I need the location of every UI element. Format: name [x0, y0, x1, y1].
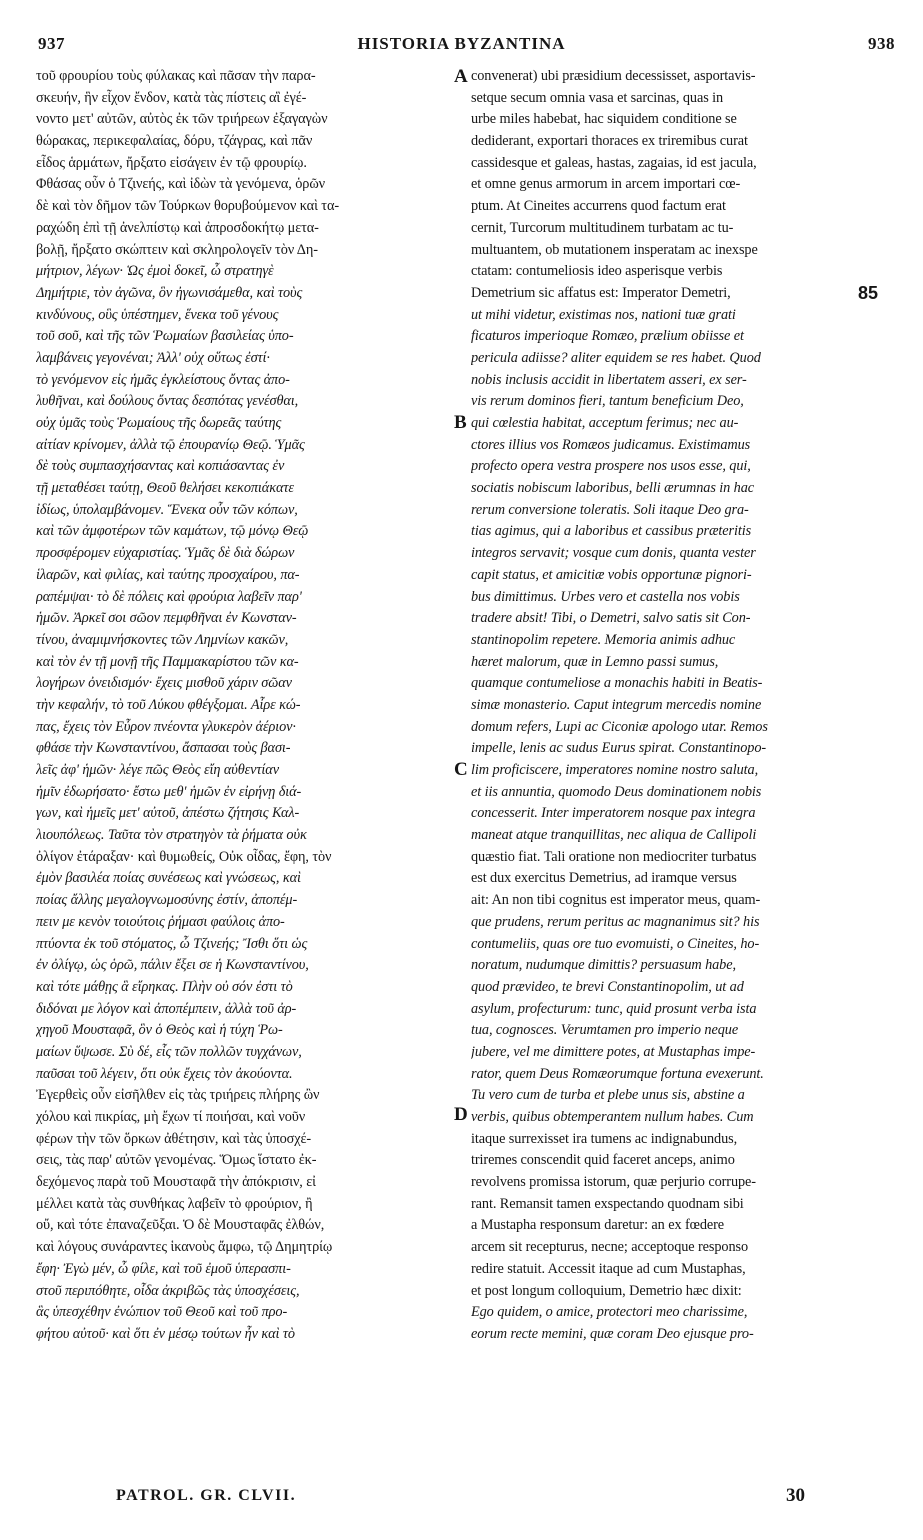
greek-text-line: τὴν κεφαλήν, τὸ τοῦ Λύκου φθέγξομαι. Αἶρε κώ- [36, 696, 301, 713]
greek-text-line: ἰδίως, ὑπολαμβάνομεν. Ἕνεκα οὖν τῶν κόπων, [36, 501, 298, 518]
latin-text-line: maneat atque tranquillitas, nec aliqua de Callipoli [471, 827, 757, 844]
greek-text-line: φέρων τὴν τῶν ὅρκων ἀθέτησιν, καὶ τὰς ὑποσχέ- [36, 1130, 312, 1147]
footer-signature: PATROL. GR. CLVII. [116, 1487, 297, 1504]
latin-text-line: domum refers, Lupi ac Ciconiæ apologo utar. Remos [471, 718, 768, 735]
latin-column [471, 66, 891, 1346]
latin-text-line: tradere absit! Tibi, o Demetri, salvo satis sit Con- [471, 610, 751, 627]
greek-text-line: πας, ἔχεις τὸν Εὖρον πνέοντα γλυκερὸν ἀέριον· [36, 718, 296, 735]
latin-text-line: pericula adiisse? aliter equidem se res habet. Quod [471, 349, 761, 366]
latin-text-line: ctores illius vos Romæos judicamus. Existimamus [471, 436, 751, 453]
latin-text-line: itaque surrexisset ira tumens ac indignabundus, [471, 1130, 738, 1147]
latin-text-line: Demetrium sic affatus est: Imperator Demetri, [471, 284, 731, 301]
latin-text-line: integros servavit; vosque cum donis, quanta vester [471, 545, 756, 562]
greek-text-line: χόλου καὶ πικρίας, μὴ ἔχων τί ποιήσαι, καὶ νοῦν [36, 1109, 306, 1125]
greek-text-line: πτύοντα ἐκ τοῦ στόματος, ὦ Τζινεής; Ἴσθι ὅτι ὡς [36, 935, 308, 952]
latin-text-line: hæret malorum, quæ in Lemno passi sumus, [471, 653, 719, 670]
greek-text-line: δὲ τοὺς συμπασχήσαντας καὶ κοπιάσαντας ἐν [36, 458, 285, 475]
greek-text-line: ἱλαρῶν, καὶ φιλίας, καὶ ταύτης προσχαίρου, πα- [36, 566, 300, 583]
greek-text-line: καὶ τότε μάθῃς ἃ εἴρηκας. Πλὴν οὐ σόν ἐστι τὸ [36, 978, 293, 995]
greek-text-line: πειν με κενὸν τοιούτοις ῥήμασι φαύλοις ἀπο- [36, 913, 285, 930]
greek-text-line: οὔ, καὶ τότε ἐπαναζεῦξαι. Ὁ δὲ Μουσταφᾶς ἐλθών, [36, 1217, 325, 1234]
greek-text-line: ὀλίγον ἐτάραξαν· καὶ θυμωθείς, Οὐκ οἶδας, ἔφη, τὸν [36, 848, 332, 865]
margin-number: 85 [858, 283, 879, 303]
latin-text-line: revolvens promissa istorum, quæ perjurio corrupe- [471, 1174, 756, 1191]
greek-text-line: ραπέμψαι· τὸ δὲ πόλεις καὶ φρούρια λαβεῖν παρ' [36, 588, 302, 605]
greek-text-line: μαίων ὕψωσε. Σὺ δέ, εἷς τῶν πολλῶν τυγχάνων, [36, 1043, 302, 1060]
latin-text-line: tua, cognosces. Verumtamen pro imperio neque [471, 1022, 739, 1039]
latin-text-line: triremes conscendit quid faceret anceps, animo [471, 1152, 735, 1169]
greek-text-line: δεχόμενος παρὰ τοῦ Μουσταφᾶ τὴν ἀπόκρισιν, εἰ [36, 1174, 316, 1191]
running-title: HISTORIA BYZANTINA [357, 34, 566, 53]
right-page-number: 938 [868, 34, 895, 53]
greek-text-line: ἐμὸν βασιλέα ποίας συνέσεως καὶ γνώσεως, καὶ [36, 870, 301, 887]
latin-text-line: contumeliis, quas ore tuo evomuisti, o Cineites, ho- [471, 935, 760, 952]
greek-text-line: νοντο μετ' αὐτῶν, αὐτὸς ἐκ τῶν τριήρεων ἐξαγαγὼν [36, 111, 328, 128]
greek-text-line: καὶ λόγους συνάραντες ἱκανοὺς ἄμφω, τῷ Δημητρίῳ [36, 1239, 333, 1256]
latin-text-line: convenerat) ubi præsidium decessisset, asportavis- [471, 68, 756, 84]
greek-text-line: ἐν ὀλίγῳ, ὡς ὁρῶ, πάλιν ἔξει σε ἡ Κωνσταντίνου, [36, 957, 309, 974]
greek-text-line: μήτριον, λέγων· Ὡς ἐμοὶ δοκεῖ, ὦ στρατηγὲ [36, 263, 274, 280]
latin-text-line: que prudens, rerum peritus ac magnanimus sit? his [471, 913, 760, 930]
latin-text-line: qui cœlestia habitat, acceptum ferimus; nec au- [471, 415, 739, 431]
latin-text-line: vis rerum dominos fieri, tantum beneficium Deo, [471, 393, 744, 410]
latin-text-line: profecto opera vestra prospere nos usos esse, qui, [471, 458, 751, 475]
greek-text-line: τοῦ σοῦ, καὶ τῆς τῶν Ῥωμαίων βασιλείας ὑπο- [36, 328, 294, 345]
latin-text-line: asylum, profecturum: tunc, quid prosunt verba ista [471, 1000, 757, 1017]
greek-text-line: ἃς ὑπεσχέθην ἐνώπιον τοῦ Θεοῦ καὶ τοῦ προ- [36, 1304, 288, 1321]
greek-text-line: γων, καὶ ἡμεῖς μετ' αὐτοῦ, ἀπέστω ζήτησις Καλ- [36, 805, 300, 822]
greek-text-line: ἔφη· Ἐγὼ μέν, ὦ φίλε, καὶ τοῦ ἐμοῦ ὑπερασπι- [36, 1260, 291, 1277]
greek-text-line: κινδύνους, οὓς ὑπέστημεν, ἕνεκα τοῦ γένους [36, 306, 279, 323]
latin-text-line: ut mihi videtur, existimas nos, nationi tuæ grati [471, 306, 736, 323]
greek-text-line: αἰτίαν κρίνομεν, ἀλλὰ τῷ ἐπουρανίῳ Θεῷ. Ὑμᾶς [36, 436, 305, 453]
latin-text-line: lim proficiscere, imperatores nomine nostro saluta, [471, 762, 759, 778]
section-marker-a: A [454, 66, 468, 87]
greek-column [36, 66, 456, 1346]
greek-text-line: φθάσε τὴν Κωνσταντίνου, ἄσπασαι τοὺς βασι- [36, 740, 291, 757]
latin-text-line: ficaturos imperioque Romæo, prælium obiisse et [471, 328, 744, 345]
latin-text-line: rator, quem Deus Romæorumque fortuna evexerunt. [471, 1065, 764, 1082]
greek-text-line: χηγοῦ Μουσταφᾶ, ὃν ὁ Θεὸς καὶ ἡ τύχη Ῥω- [36, 1022, 283, 1039]
greek-text-line: θώρακας, περικεφαλαίας, δόρυ, τζάγρας, καὶ πᾶν [36, 133, 313, 150]
greek-text-line: μέλλει κατὰ τὰς συνθήκας λαβεῖν τὸ φρούριον, ἢ [36, 1195, 313, 1212]
latin-text-line: simæ monasterio. Caput integrum mercedis nomine [471, 696, 762, 713]
footer-sheet-number: 30 [786, 1485, 805, 1506]
latin-text-line: stantinopolim repetere. Memoria animis adhuc [471, 631, 736, 648]
latin-text-line: verbis, quibus obtemperantem nullum habes. Cum [471, 1109, 754, 1125]
greek-text-line: καὶ τὸν ἐν τῇ μονῇ τῆς Παμμακαρίστου τῶν κα- [36, 653, 299, 670]
latin-text-line: et iis annuntia, quomodo Deus dominationem nobis [471, 783, 762, 800]
latin-text-line: setque secum omnia vasa et sarcinas, quas in [471, 89, 724, 106]
latin-text-line: sociatis nobiscum laboribus, belli ærumnas in hac [471, 480, 755, 497]
greek-text-line: τὸ γενόμενον εἰς ἡμᾶς ἐγκλείστους ὄντας ἀπο- [36, 371, 290, 388]
latin-text-line: et post longum colloquium, Demetrio hæc dixit: [471, 1282, 742, 1299]
latin-text-line: quod prævideo, te brevi Constantinopolim, ut ad [471, 978, 744, 995]
section-marker-d: D [454, 1104, 468, 1125]
latin-text-line: dediderant, exportari thoraces ex triremibus curat [471, 133, 748, 150]
latin-text-line: eorum recte memini, quæ coram Deo ejusque pro- [471, 1325, 754, 1342]
greek-text-line: ραχώδη ἐπὶ τῇ ἀνελπίστῳ καὶ ἀπροσδοκήτῳ μετα- [36, 219, 319, 236]
greek-text-line: τίνου, ἀναμιμνήσκοντες τῶν Λημνίων κακῶν, [36, 631, 289, 648]
greek-text-line: τῇ μεταθέσει ταύτῃ, Θεοῦ θελήσει κεκοπιάκατε [36, 480, 294, 497]
latin-text-line: urbe miles habebat, hac siquidem conditione se [471, 111, 737, 128]
latin-text-line: jubere, vel me dimittere potes, at Mustaphas impe- [471, 1043, 756, 1060]
greek-text-line: καὶ τῶν ἀμφοτέρων τῶν καμάτων, τῷ μόνῳ Θεῷ [36, 523, 309, 540]
greek-text-line: λεῖς ἀφ' ἡμῶν· λέγε πῶς Θεὸς εἴη αὐθεντίαν [36, 762, 279, 778]
greek-text-line: Δημήτριε, τὸν ἀγῶνα, ὃν ἠγωνισάμεθα, καὶ τοὺς [36, 284, 303, 301]
latin-text-line: Ego quidem, o amice, protectori meo charissime, [471, 1304, 748, 1321]
greek-text-line: λιουπόλεως. Ταῦτα τὸν στρατηγὸν τὰ ῥήματα οὐκ [36, 827, 307, 844]
greek-text-line: λαμβάνεις γεγονέναι; Ἀλλ' οὐχ οὕτως ἐστί· [36, 349, 270, 366]
section-marker-c: C [454, 759, 468, 780]
greek-text-line: τοῦ φρουρίου τοὺς φύλακας καὶ πᾶσαν τὴν παρα- [36, 68, 316, 84]
latin-text-line: arcem sit recepturus, necne; acceptoque responso [471, 1239, 749, 1256]
latin-text-line: rerum conversione toleratis. Soli itaque Deo gra- [471, 501, 749, 518]
latin-text-line: impelle, lenis ac sudus Eurus spirat. Constantinopo- [471, 740, 767, 757]
latin-text-line: ait: An non tibi cognitus est imperator meus, quam- [471, 892, 761, 909]
greek-text-line: παῦσαι τοῦ λέγειν, ὅτι οὐκ ἔχεις τὸν ἀκούοντα. [36, 1065, 293, 1082]
latin-text-line: quæstio fiat. Tali oratione non mediocriter turbatus [471, 848, 757, 865]
latin-text-line: Tu vero cum de turba et plebe unus sis, abstine a [471, 1087, 745, 1104]
greek-text-line: λυθῆναι, καὶ δούλους ὄντας δεσπότας γενέσθαι, [36, 393, 299, 410]
latin-text-line: tias agimus, qui a laboribus et cassibus præteritis [471, 523, 752, 540]
latin-text-line: capit status, et amicitiæ vobis opportunæ pignori- [471, 566, 752, 583]
greek-text-line: φήτου αὐτοῦ· καὶ ὅτι ἐν μέσῳ τούτων ἦν καὶ τὸ [36, 1325, 295, 1342]
greek-text-line: στοῦ περιπόθητε, οἶδα ἀκριβῶς τὰς ὑποσχέσεις, [36, 1282, 300, 1299]
latin-text-line: ptum. At Cineites accurrens quod factum erat [471, 198, 726, 215]
greek-text-line: εἶδος ἁρμάτων, ἤρξατο εἰσάγειν ἐν τῷ φρουρίῳ. [36, 154, 307, 171]
greek-text-line: οὐχ ὑμᾶς τοὺς Ῥωμαίους τῆς δωρεᾶς ταύτης [36, 415, 282, 431]
latin-text-line: rant. Remansit tamen exspectando quodnam sibi [471, 1195, 744, 1212]
left-page-number: 937 [38, 34, 65, 53]
greek-text-line: δὲ καὶ τὸν δῆμον τῶν Τούρκων θορυβούμενον καὶ τα- [36, 198, 339, 215]
greek-text-line: ἡμῖν ἐδωρήσατο· ἔστω μεθ' ἡμῶν ἐν εἰρήνῃ διά- [36, 783, 302, 800]
latin-text-line: bus dimittimus. Urbes vero et castella nos vobis [471, 588, 740, 605]
latin-text-line: redire statuit. Accessit itaque ad cum Mustaphas, [471, 1260, 746, 1277]
latin-text-line: nobis inclusis accidit in libertatem asseri, ex ser- [471, 371, 747, 388]
greek-text-line: προσφέρομεν εὐχαριστίας. Ὑμᾶς δὲ διὰ δώρων [36, 545, 295, 562]
latin-text-line: a Mustapha responsum daretur: an ex fœdere [471, 1217, 725, 1234]
latin-text-line: concesserit. Inter imperatorem nosque pax integra [471, 805, 756, 822]
greek-text-line: ἡμῶν. Ἀρκεῖ σοι σῶον πεμφθῆναι ἐν Κωνσταν- [36, 610, 297, 627]
greek-text-line: ποίας ἄλλης μεγαλογνωμοσύνης ἐστίν, ἀποπέμ- [36, 892, 298, 909]
greek-text-line: λογήρων ὀνειδισμόν· ἔχεις μισθοῦ χάριν σῶαν [36, 675, 292, 692]
latin-text-line: quamque contumeliose a monachis habiti in Beatis- [471, 675, 763, 692]
latin-text-line: et omne genus armorum in arcem importari cœ- [471, 176, 741, 193]
latin-text-line: ctatam: contumeliosis ideo asperisque verbis [471, 263, 723, 280]
section-marker-b: B [454, 412, 467, 433]
greek-text-line: σκευήν, ἣν εἶχον ἔνδον, κατὰ τὰς πίστεις αἳ ἐγέ- [36, 89, 307, 106]
latin-text-line: noratum, nudumque dimittis? persuasum habe, [471, 957, 736, 974]
latin-text-line: cassidesque et galeas, hastas, zagaias, id est jacula, [471, 154, 757, 171]
greek-text-line: Ἐγερθεὶς οὖν εἰσῆλθεν εἰς τὰς τριήρεις πλήρης ὢν [36, 1087, 320, 1104]
latin-text-line: multuantem, ob mutationem insperatam ac inexspe [471, 241, 758, 258]
greek-text-line: διδόναι με λόγον καὶ ἀποπέμπειν, ἀλλὰ τοῦ ἀρ- [36, 1000, 297, 1017]
greek-text-line: σεις, τὰς παρ' αὐτῶν γενομένας. Ὅμως ἵστατο ἐκ- [36, 1152, 317, 1169]
greek-text-line: βολῇ, ἤρξατο σκώπτειν καὶ σκληρολογεῖν τὸν Δη- [36, 241, 318, 258]
latin-text-line: cernit, Turcorum multitudinem turbatam ac tu- [471, 219, 734, 236]
latin-text-line: est dux exercitus Demetrius, ad iramque versus [471, 870, 737, 887]
greek-text-line: Φθάσας οὖν ὁ Τζινεής, καὶ ἰδὼν τὰ γενόμενα, ὁρῶν [36, 176, 326, 193]
